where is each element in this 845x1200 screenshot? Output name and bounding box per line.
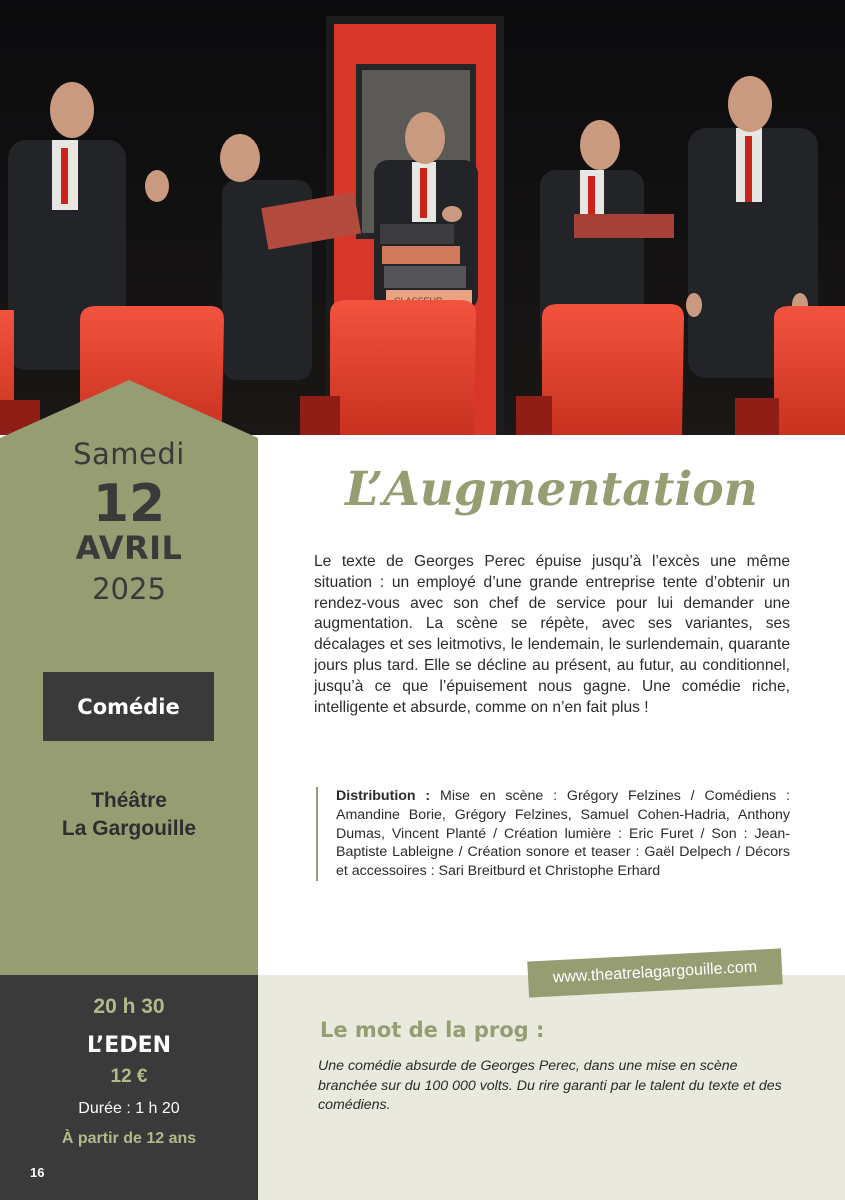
show-price: 12 € [110, 1066, 148, 1087]
genre-badge [43, 672, 214, 741]
show-time: 20 h 30 [93, 995, 165, 1018]
prog-note-title: Le mot de la prog : [320, 1018, 545, 1042]
venue-line-1: Théâtre [91, 789, 167, 812]
page-number: 16 [30, 1165, 45, 1180]
date-day-number: 12 [92, 474, 166, 534]
prog-note-text: Une comédie absurde de Georges Perec, dans une mise en scène branchée sur du 100 000 volts. Du rire garanti par le talent du texte et des comédiens. [318, 1058, 782, 1113]
show-place: L’EDEN [86, 1033, 172, 1058]
show-age-limit: À partir de 12 ans [61, 1130, 197, 1147]
website-link[interactable]: www.theatrelagargouille.com [552, 958, 758, 987]
show-duration: Durée : 1 h 20 [78, 1100, 180, 1117]
venue-line-2: La Gargouille [61, 817, 197, 840]
credits-label: Distribution : [336, 788, 431, 804]
stage-photo-illustration [0, 0, 845, 435]
credits-text: Mise en scène : Grégory Felzines / Comédiens : Amandine Borie, Grégory Felzines, Samuel Cohen-Hadria, Anthony Dumas, Vincent Planté / Création lumière : Eric Furet / Son : Jean-Baptiste Lableigne / Création sonore et teaser : Gaël Delpech / Décors et accessoires : Sari Breitburd et Christophe Erhard [336, 788, 790, 880]
genre-label: Comédie [77, 694, 180, 719]
date-year: 2025 [92, 572, 166, 606]
stage-photo [0, 0, 845, 435]
date-month: AVRIL [75, 529, 183, 567]
date-day-name: Samedi [73, 437, 185, 471]
venue-name [0, 787, 258, 843]
show-description: Le texte de Georges Perec épuise jusqu’à l’excès une même situation : un employé d’une grande entreprise tente d’obtenir un rendez-vous avec son chef de service pour lui demander une augmentation. La scène se répète, avec ses variantes, ses décalages et ses leitmotivs, le lendemain, le surlendemain, quarante jours plus tard. Elle se décline au présent, au futur, au conditionnel, jusqu’à ce que l’épuisement nous gagne. Une comédie riche, intelligente et absurde, comme on n’en fait plus ! [314, 553, 790, 716]
credits-block [316, 787, 790, 881]
show-title: L’Augmentation [345, 462, 758, 517]
